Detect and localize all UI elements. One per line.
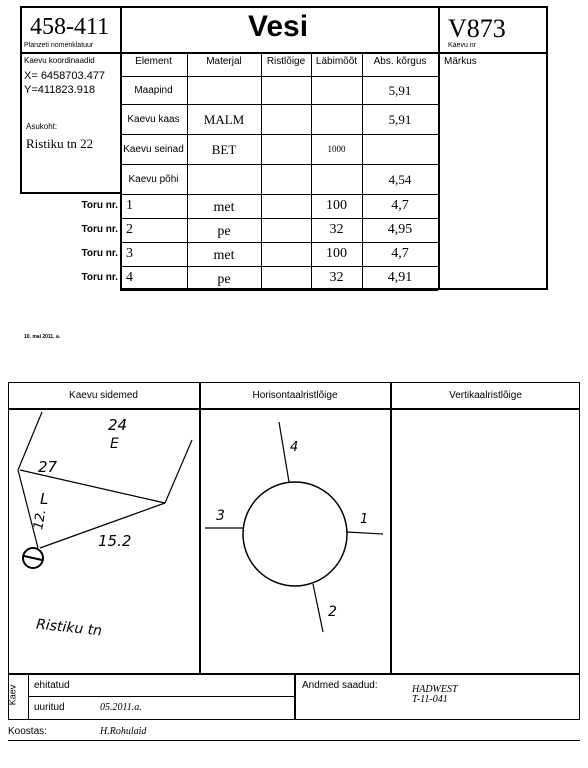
element-name: Kaevu kaas [127, 114, 180, 125]
hw-label: 24 [108, 416, 128, 434]
pipe-label: Toru nr. [81, 272, 118, 283]
coords-label: Kaevu koordinaadid [24, 56, 95, 65]
grid-line [120, 194, 438, 195]
abs-height: 4,54 [388, 172, 412, 187]
footer-side-label: Kaev [7, 684, 18, 706]
pipe-material: met [213, 200, 235, 215]
abs-height: 5,91 [388, 112, 412, 127]
hw-street-label: Ristiku tn [35, 616, 103, 640]
hw-label: E [110, 436, 119, 452]
pipe-diameter: 32 [329, 270, 344, 285]
abs-height: 5,91 [388, 83, 412, 98]
col-header: Element [135, 56, 172, 67]
panel-title-connections: Kaevu sidemed [69, 390, 138, 401]
diameter: 1000 [327, 144, 346, 154]
divider [20, 6, 22, 194]
pipe-number: 4 [126, 270, 133, 285]
pipe-label-2: 2 [328, 604, 337, 620]
grid-line [120, 134, 438, 135]
pipe-material: pe [217, 224, 231, 239]
pipe-diameter: 100 [326, 198, 347, 213]
grid-line [120, 266, 438, 267]
built-label: ehitatud [34, 680, 70, 691]
pipe-height: 4,7 [391, 246, 409, 261]
hw-label: L [40, 490, 49, 508]
pipe-material: pe [217, 272, 231, 287]
col-header-notes: Märkus [444, 56, 477, 67]
grid-line [120, 242, 438, 243]
author-label: Koostas: [8, 726, 47, 737]
divider [28, 696, 294, 697]
divider [294, 674, 296, 720]
pipe-material: met [213, 248, 235, 263]
pipe-height: 4,95 [387, 222, 413, 237]
divider [8, 740, 580, 741]
pipe-number: 2 [126, 222, 133, 237]
sketch-line [165, 440, 192, 503]
pipe-line [279, 422, 289, 482]
divider [390, 382, 392, 674]
location-value: Ristiku tn 22 [26, 136, 94, 151]
location-label: Asukoht: [26, 122, 58, 131]
pipe-label: Toru nr. [81, 248, 118, 259]
grid-line [261, 52, 262, 290]
hw-label: 27 [38, 458, 58, 476]
col-header: Abs. kõrgus [373, 56, 427, 67]
data-source-value: HADWEST [412, 684, 458, 695]
divider [20, 192, 122, 194]
pipe-diameter: 32 [329, 222, 344, 237]
col-header: Materjal [206, 56, 242, 67]
grid-line [438, 52, 439, 290]
well-circle [243, 482, 347, 586]
divider [546, 6, 548, 290]
pipe-number: 3 [126, 246, 133, 261]
coord-y: Y=411823.918 [24, 84, 96, 96]
author-value: H.Rohulaid [100, 726, 147, 737]
data-source-ref: T-11-041 [412, 694, 448, 705]
pipe-label-1: 1 [360, 512, 369, 527]
hw-label: 15.2 [98, 532, 132, 550]
grid-line [120, 104, 438, 105]
panel-title-vertical: Vertikaalristlõige [449, 390, 522, 401]
coord-x: X= 6458703.477 [24, 70, 106, 82]
map-sheet-code: 458-411 [30, 14, 110, 40]
pipe-label-4: 4 [290, 440, 299, 455]
pipe-label: Toru nr. [81, 200, 118, 211]
pipe-number: 1 [126, 198, 133, 213]
divider [28, 674, 29, 720]
grid-line [120, 76, 438, 77]
element-name: Maapind [134, 85, 173, 96]
pipe-diameter: 100 [326, 246, 347, 261]
material: BET [211, 142, 237, 157]
grid-line [120, 290, 438, 291]
col-header: Läbimõõt [315, 56, 358, 67]
material: MALM [203, 112, 245, 127]
pipe-label: Toru nr. [81, 224, 118, 235]
divider [20, 52, 122, 53]
grid-line [120, 164, 438, 165]
surveyed-label: uuritud [34, 702, 65, 713]
well-number-label: Kaevu nr [448, 42, 477, 49]
grid-line [120, 52, 438, 54]
panel-title-horizontal: Horisontaalristlõige [252, 390, 338, 401]
document-date: 10. mai 2011. a. [24, 334, 61, 340]
hw-label: 12. [31, 508, 50, 531]
page-title: Vesi [248, 10, 309, 43]
surveyed-value: 05.2011.a. [100, 702, 142, 713]
pipe-line [347, 532, 383, 534]
element-name: Kaevu seinad [123, 144, 184, 155]
pipe-height: 4,91 [387, 270, 413, 285]
data-source-label: Andmed saadud: [302, 680, 378, 691]
col-header: Ristlõige [266, 56, 306, 67]
element-name: Kaevu põhi [128, 174, 179, 185]
map-sheet-label: Planzeti nomenklatuur [24, 42, 94, 49]
well-number: V873 [448, 14, 506, 43]
pipe-label-3: 3 [216, 508, 225, 524]
grid-line [120, 218, 438, 219]
pipe-line [313, 584, 323, 632]
pipe-height: 4,7 [391, 198, 409, 213]
sketch-line [24, 556, 42, 560]
